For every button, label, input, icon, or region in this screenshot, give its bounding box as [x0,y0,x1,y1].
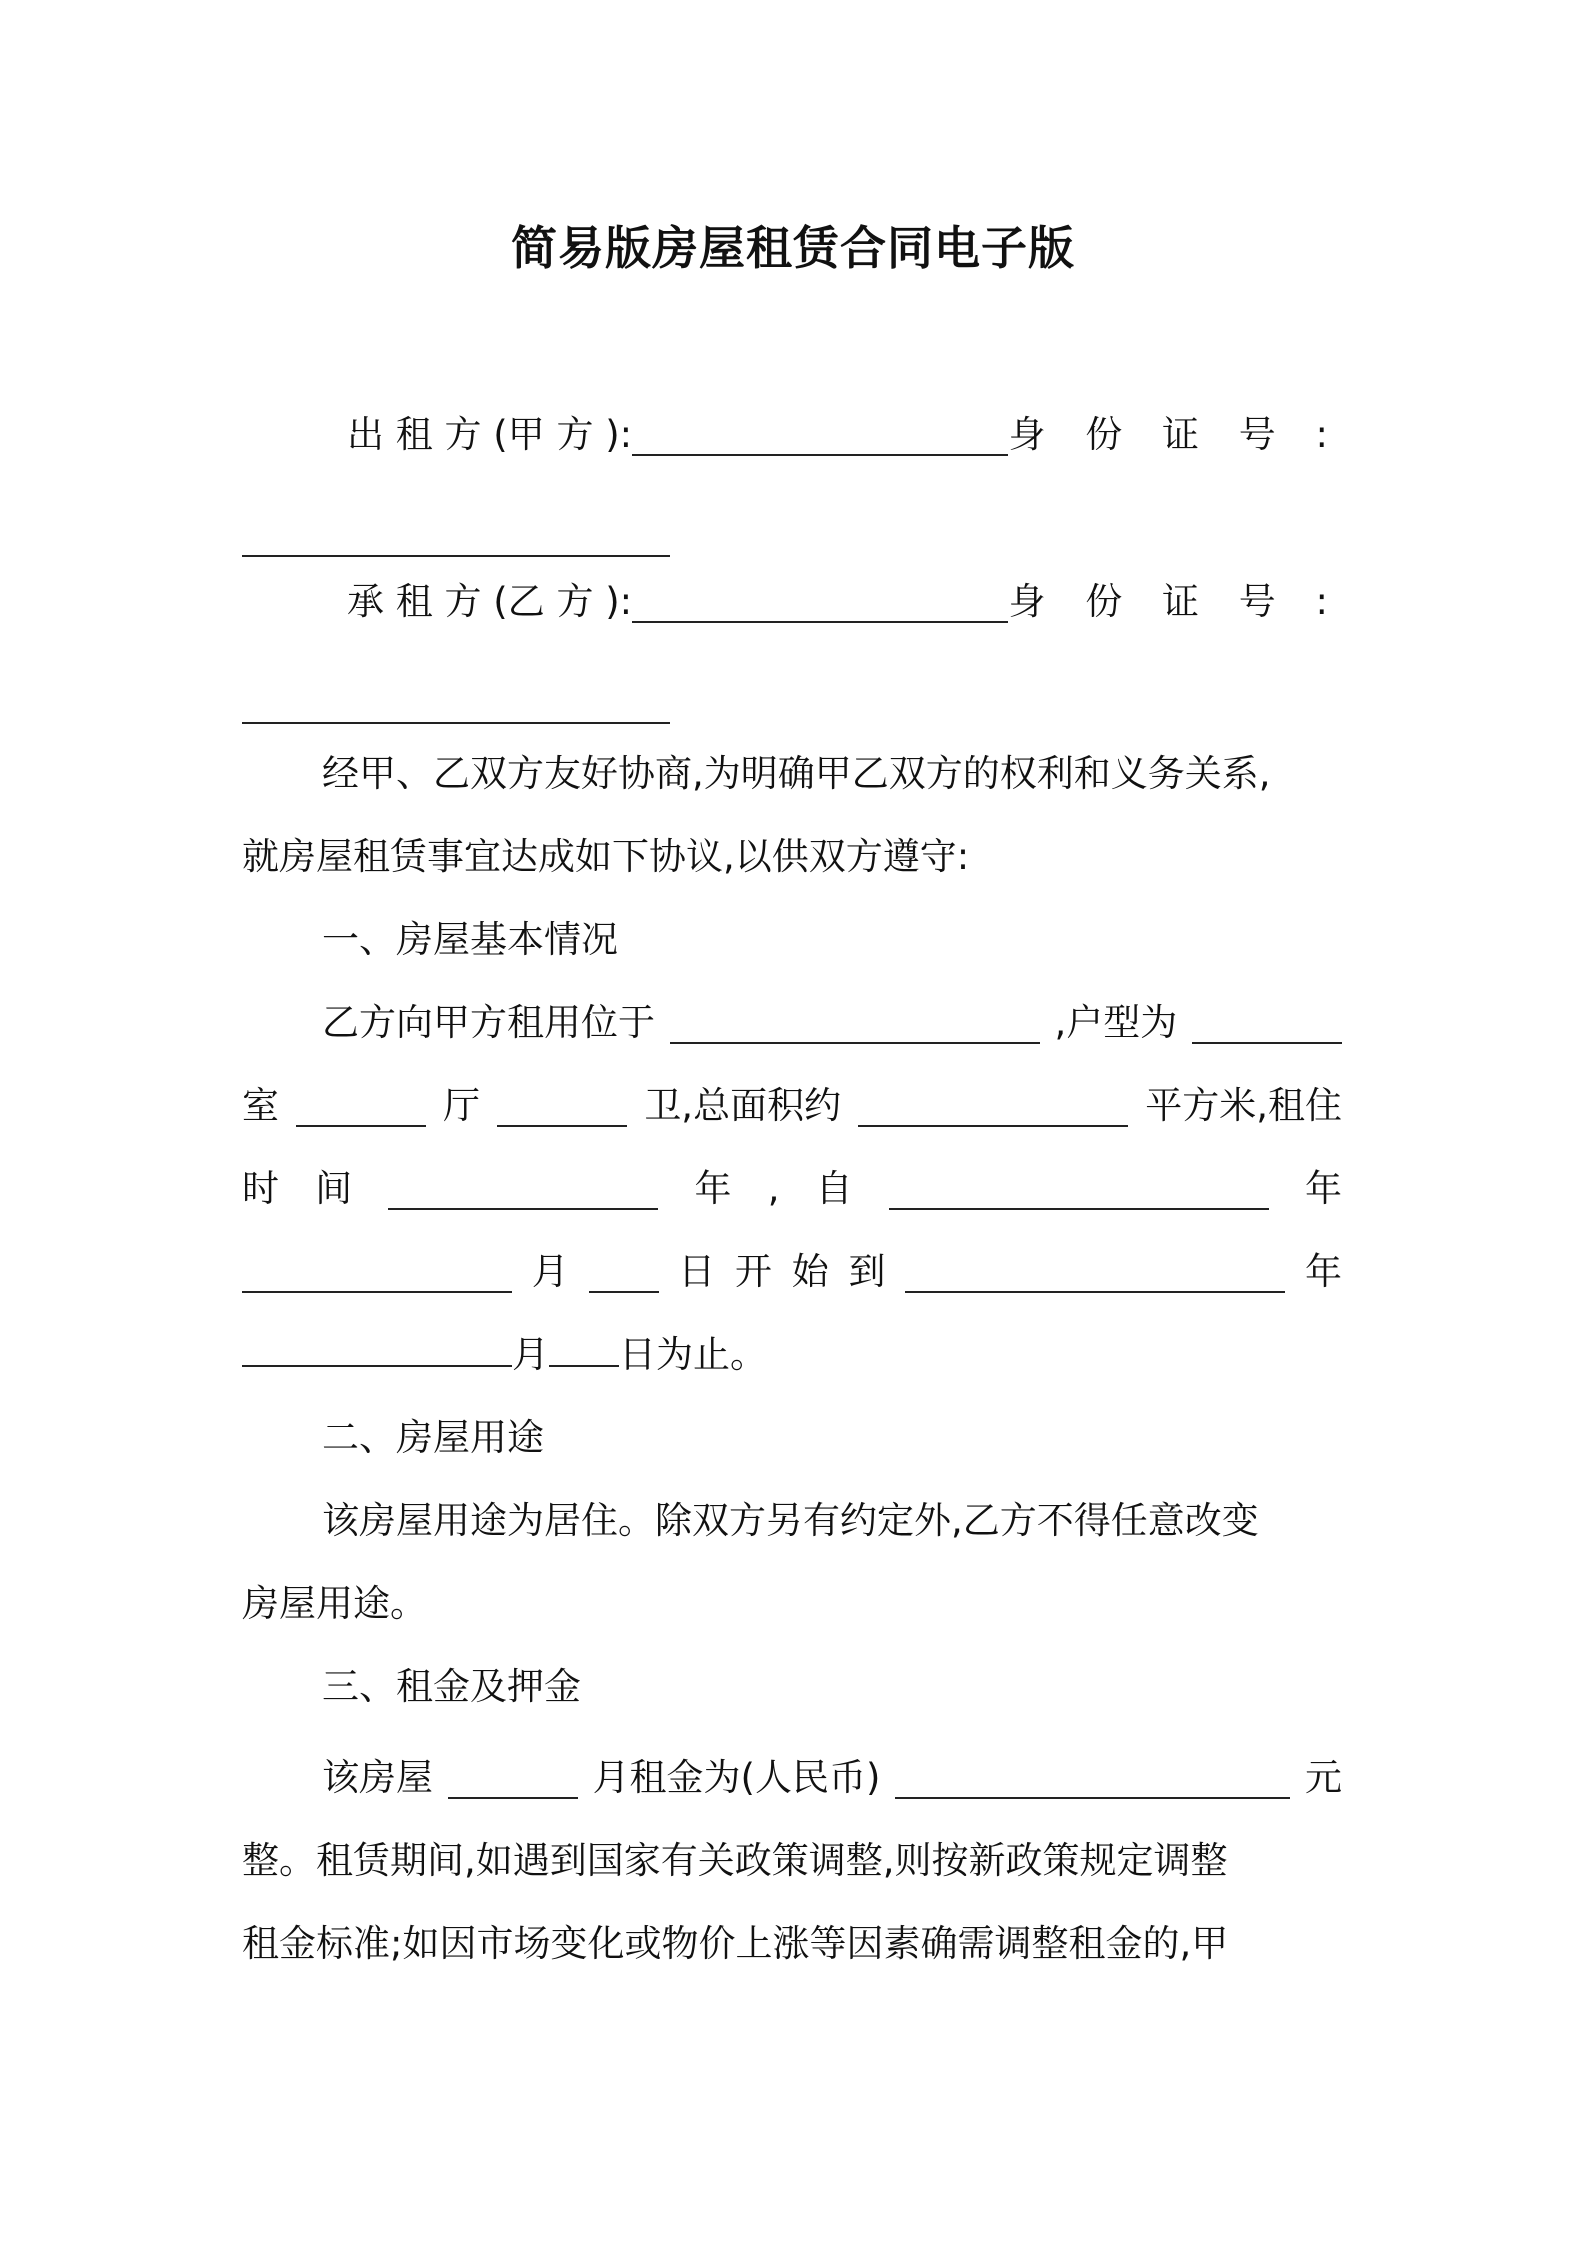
party-a-line [242,405,1342,465]
section-1-text: 自 [815,1167,853,1210]
section-1-text: 年 [694,1167,732,1210]
section-1-text: 乙方向甲方租用位于 [322,1001,655,1044]
section-1-line-4 [242,1242,1342,1302]
halls-blank [497,1085,627,1127]
party-b-id-blank [242,682,670,724]
section-1-line-3 [242,1159,1342,1219]
section-1-text: 平方米,租住 [1145,1084,1342,1127]
section-3-line-2: 整。租赁期间,如遇到国家有关政策调整,则按新政策规定调整 [242,1839,1228,1882]
end-year-blank [905,1251,1285,1293]
party-a-id-blank [242,515,670,557]
section-2-heading: 二、房屋用途 [322,1416,544,1459]
section-1-text: , [767,1167,780,1210]
party-a-id-label: 身 份 证 号 : [1008,413,1342,456]
section-1-text: 间 [315,1167,353,1210]
section-1-text: 到 [848,1250,886,1293]
section-3-line-3: 租金标准;如因市场变化或物价上涨等因素确需调整租金的,甲 [242,1922,1229,1965]
section-2-line-2: 房屋用途。 [242,1582,427,1625]
start-day-blank [589,1251,659,1293]
party-a-name-blank [632,414,1008,456]
rent-period-blank [448,1757,578,1799]
rent-amount-blank [895,1757,1290,1799]
party-b-line [242,572,1342,632]
start-year-blank [889,1168,1269,1210]
lease-years-blank [388,1168,658,1210]
section-1-text: ,户型为 [1054,1001,1178,1044]
section-1-text: 卫,总面积约 [644,1084,842,1127]
intro-line-2: 就房屋租赁事宜达成如下协议,以供双方遵守: [242,835,970,878]
section-3-line-1 [242,1748,1342,1808]
party-a-label: 出 租 方 (甲 方 ): [347,413,633,456]
section-1-line-1 [242,993,1342,1053]
section-1-text: 室 [242,1084,279,1127]
party-b-name-blank [632,581,1008,623]
section-1-text: 月 [512,1333,549,1376]
section-1-text: 日为止。 [619,1333,767,1376]
section-3-text: 该房屋 [322,1756,433,1799]
section-1-text: 始 [791,1250,829,1293]
section-1-text: 月 [531,1250,569,1293]
party-b-id-line [242,682,1342,742]
address-blank [670,1002,1040,1044]
party-b-label: 承 租 方 (乙 方 ): [347,580,633,623]
section-3-heading: 三、租金及押金 [322,1665,581,1708]
start-month-blank [242,1251,512,1293]
section-1-text: 年 [1304,1167,1342,1210]
section-1-text: 开 [735,1250,772,1293]
end-day-blank [549,1325,619,1367]
area-blank [858,1085,1128,1127]
section-1-text: 厅 [443,1084,481,1127]
party-a-id-line [242,515,1342,575]
rooms-blank [296,1085,426,1127]
section-1-text: 时 [242,1167,279,1210]
section-1-heading: 一、房屋基本情况 [322,918,618,961]
end-month-blank [242,1325,512,1367]
section-1-text: 日 [678,1250,716,1293]
party-b-id-label: 身 份 证 号 : [1008,580,1342,623]
section-3-text: 月租金为(人民币) [592,1756,881,1799]
intro-line-1: 经甲、乙双方友好协商,为明确甲乙双方的权利和义务关系, [322,752,1271,795]
document-title: 简易版房屋租赁合同电子版 [511,221,1075,275]
section-1-line-2 [242,1076,1342,1136]
section-1-text: 年 [1305,1250,1342,1293]
layout-blank [1192,1002,1342,1044]
section-1-line-5 [242,1325,1342,1385]
section-3-text: 元 [1305,1756,1342,1799]
section-2-line-1: 该房屋用途为居住。除双方另有约定外,乙方不得任意改变 [322,1499,1259,1542]
